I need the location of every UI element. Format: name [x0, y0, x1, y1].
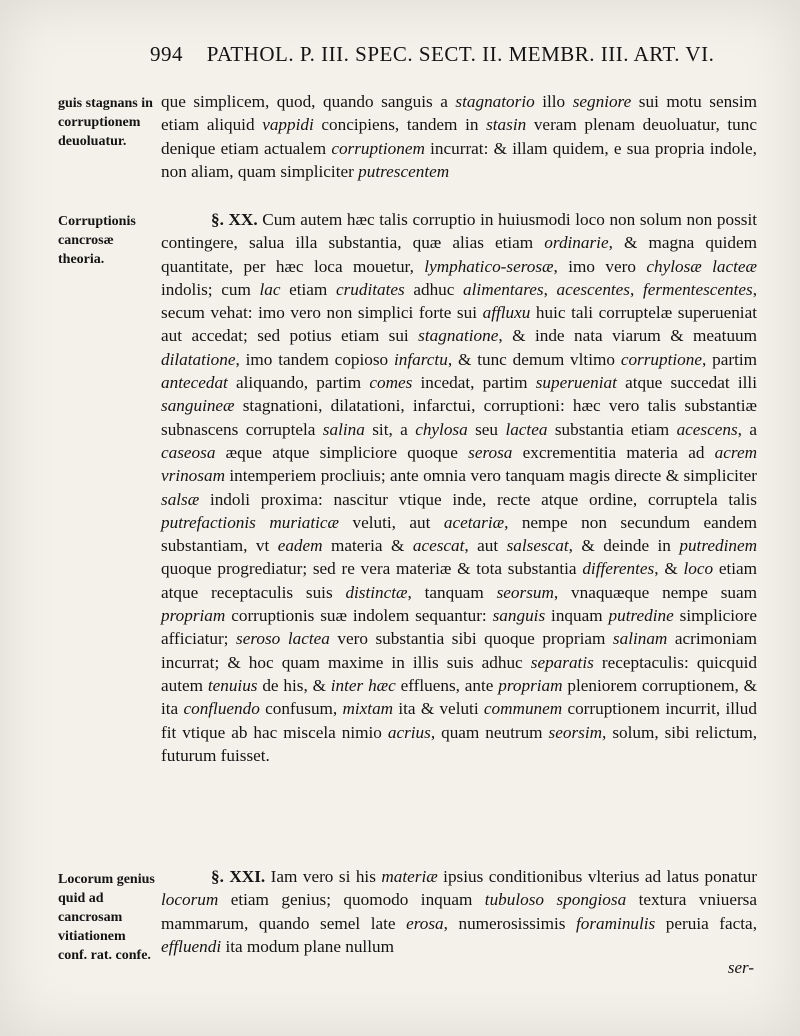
italic-term: salina — [322, 419, 365, 439]
paragraph-1 — [161, 90, 757, 183]
text-run: incurrat: & illam quidem, e sua propria indole, non aliam, quam simpliciter — [161, 138, 757, 181]
italic-term: vappidi — [262, 115, 314, 135]
section-number: §. XX. — [211, 210, 258, 229]
text-run: excrementitia materia ad — [512, 442, 715, 462]
text-run: , quam neutrum — [430, 722, 549, 742]
text-run: , imo vero — [553, 256, 647, 276]
text-run: stagnationi, dilatationi, infarctui, corruptioni: hæc vero talis substantiæ subnascens corruptela — [161, 396, 757, 439]
italic-term: affluxu — [482, 303, 531, 323]
text-run: , & magna quidem quantitate, per hæc loca mouetur, — [161, 233, 757, 276]
text-run: concipiens, tandem in — [313, 115, 487, 135]
text-run: peruia facta, — [655, 913, 757, 933]
text-run: simpliciore afficiatur; — [161, 606, 758, 649]
italic-term: acescat — [412, 536, 465, 556]
italic-term: salsescat — [506, 536, 569, 556]
italic-term: superueniat — [535, 373, 617, 393]
running-header — [150, 42, 730, 67]
text-run: atque succedat illi — [616, 373, 757, 393]
italic-term: tenuius — [207, 675, 258, 695]
body-text-section-xxi — [161, 865, 757, 958]
italic-term: separatis — [530, 652, 594, 672]
italic-term: propriam — [161, 606, 226, 626]
italic-term: inter hæc — [330, 675, 396, 695]
italic-term: acescentes — [556, 279, 630, 299]
catchword: ser- — [727, 958, 754, 977]
italic-term: stagnatorio — [455, 92, 535, 111]
text-run: etiam genius; quomodo inquam — [218, 890, 485, 910]
italic-term: propriam — [498, 675, 563, 695]
italic-term: locorum — [161, 890, 219, 910]
text-run: æque atque simpliciore quoque — [215, 442, 469, 462]
text-run: Cum autem hæc talis corruptio in huiusmodi loco non solum non possit contingere, salua illa substantia, quæ alias etiam — [161, 210, 757, 253]
italic-term: effluendi — [161, 936, 222, 956]
italic-term: comes — [369, 373, 413, 393]
italic-term: acrem vrinosam — [161, 442, 757, 486]
text-run: indoli proxima: nascitur vtique inde, recte atque ordine, corruptela talis — [199, 489, 757, 509]
text-run: , — [630, 279, 643, 299]
italic-term: acrius — [387, 722, 431, 742]
italic-term: stasin — [486, 115, 527, 135]
text-run: , vnaquæque nempe suam — [553, 582, 757, 602]
italic-term: putrefactionis muriaticæ — [161, 512, 340, 532]
text-run: que simplicem, quod, quando sanguis a — [161, 92, 456, 111]
text-run: , numerosissimis — [443, 913, 576, 933]
italic-term: infarctu — [394, 349, 448, 369]
margin-note-stagnation: guis stagnans in corruptionem deuoluatur. — [58, 96, 153, 149]
italic-term: confluendo — [183, 699, 260, 719]
text-run: incedat, partim — [412, 373, 536, 393]
italic-term: segniore — [572, 92, 632, 111]
italic-term: materiæ — [381, 867, 438, 886]
italic-term: seorsim — [548, 722, 603, 742]
text-run: Iam vero si his — [265, 867, 382, 886]
italic-term: corruptionem — [331, 138, 425, 158]
text-run: sui motu sensim etiam aliquid — [161, 92, 757, 135]
text-run: , a — [737, 419, 757, 439]
text-run: , solum, sibi relictum, futurum fuisset. — [161, 722, 758, 765]
italic-term: salinam — [612, 629, 668, 649]
text-run: ita & veluti — [393, 699, 484, 719]
italic-term: stagnatione — [418, 326, 499, 346]
italic-term: ordinarie — [544, 233, 609, 253]
italic-term: tubuloso spongiosa — [484, 890, 627, 910]
text-run: materia & — [322, 536, 413, 556]
italic-term: acescens — [676, 419, 738, 439]
body-text — [161, 90, 757, 183]
text-run: adhuc — [404, 279, 464, 299]
italic-term: distinctæ — [345, 582, 408, 602]
italic-term: sanguineæ — [161, 396, 235, 416]
text-run: acrimoniam incurrat; & hoc quam maxime in illis suis adhuc — [161, 629, 757, 672]
section-number: §. XXI. — [211, 867, 266, 886]
text-run: huic tali corruptelæ superueniat aut accedat; sed potius etiam sui — [161, 303, 757, 346]
text-run: inquam — [545, 606, 609, 626]
italic-term: antecedat — [161, 373, 228, 393]
text-run: vero substantia sibi quoque propriam — [329, 629, 613, 649]
italic-term: corruptione — [620, 349, 702, 369]
text-run: effluens, ante — [395, 675, 499, 695]
paragraph-section-xxi — [161, 865, 757, 958]
text-run: corruptionis suæ indolem sequantur: — [225, 606, 493, 626]
text-run: , nempe non secundum eandem substantiam, vt — [161, 512, 757, 556]
text-run: , & — [654, 559, 684, 579]
text-run: , & inde nata viarum & meatuum — [498, 326, 757, 346]
italic-term: lactea — [505, 419, 548, 439]
text-run: , secum vehat: imo vero non simplici forte sui — [161, 279, 758, 323]
italic-term: alimentares — [463, 279, 544, 299]
text-run: confusum, — [259, 699, 343, 719]
italic-term: sanguis — [492, 606, 546, 626]
italic-term: foraminulis — [575, 913, 656, 933]
running-title: PATHOL. P. III. SPEC. SECT. II. MEMBR. III. ART. VI. — [206, 42, 715, 66]
italic-term: chylosæ lacteæ — [646, 256, 757, 276]
italic-term: acetariæ — [443, 512, 505, 532]
italic-term: putredine — [608, 606, 674, 626]
text-run: receptaculis: quicquid autem — [161, 652, 757, 695]
text-run: sit, a — [364, 419, 416, 439]
text-run: veram plenam deuoluatur, tunc denique etiam actualem — [161, 115, 757, 158]
text-run: , imo tandem copioso — [235, 349, 395, 369]
text-run: intemperiem procliuis; ante omnia vero tanquam magis directe & simpliciter — [224, 466, 757, 486]
italic-term: lac — [259, 279, 281, 299]
italic-term: loco — [683, 559, 714, 579]
italic-term: putredinem — [679, 536, 758, 556]
text-run: , & tunc demum vltimo — [447, 349, 621, 369]
body-text-section-xx — [161, 208, 757, 767]
text-run: veluti, aut — [339, 512, 444, 532]
italic-term: chylosa — [415, 419, 468, 439]
text-run: quoque progrediatur; sed re vera materiæ & tota substantia — [161, 559, 583, 579]
italic-term: putrescentem — [358, 161, 450, 181]
text-run: textura vniuersa mammarum, quando semel late — [161, 890, 757, 933]
text-run: , & deinde in — [568, 536, 680, 556]
italic-term: lymphatico-serosæ — [424, 256, 554, 276]
italic-term: erosa — [406, 913, 444, 933]
text-run: corruptionem incurrit, illud fit vtique ab hac miscela nimio — [161, 699, 757, 742]
italic-term: serosa — [468, 442, 513, 462]
text-run: etiam atque receptaculis suis — [161, 559, 757, 602]
italic-term: seroso lactea — [236, 629, 330, 649]
margin-note-cancer-theory: Corruptionis cancrosæ theoria. — [58, 214, 136, 267]
text-run: ita modum plane nullum — [221, 936, 394, 956]
text-run: substantia etiam — [547, 419, 677, 439]
italic-term: salsæ — [161, 489, 200, 509]
italic-term: seorsum — [496, 582, 554, 602]
text-run: , tanquam — [407, 582, 497, 602]
italic-term: caseosa — [161, 442, 216, 462]
italic-term: mixtam — [342, 699, 394, 719]
text-run: , aut — [464, 536, 507, 556]
text-run: , partim — [701, 349, 757, 369]
text-run: ipsius conditionibus vlterius ad latus ponatur — [437, 867, 757, 886]
italic-term: fermentescentes — [642, 279, 753, 299]
text-run: illo — [534, 92, 573, 111]
text-run: etiam — [280, 279, 336, 299]
margin-note-location: Locorum genius quid ad cancrosam vitiationem conf. rat. confe. — [58, 872, 155, 963]
text-run: seu — [467, 419, 506, 439]
text-run: aliquando, partim — [227, 373, 370, 393]
text-run: indolis; cum — [161, 279, 260, 299]
italic-term: communem — [483, 699, 563, 719]
paragraph-section-xx — [161, 208, 757, 767]
italic-term: dilatatione — [161, 349, 236, 369]
page-number: 994 — [150, 42, 183, 66]
italic-term: cruditates — [335, 279, 405, 299]
italic-term: eadem — [277, 536, 323, 556]
text-run: , — [543, 279, 557, 299]
text-run: pleniorem corruptionem, & ita — [161, 675, 757, 719]
text-run: de his, & — [257, 675, 331, 695]
italic-term: differentes — [582, 559, 655, 579]
